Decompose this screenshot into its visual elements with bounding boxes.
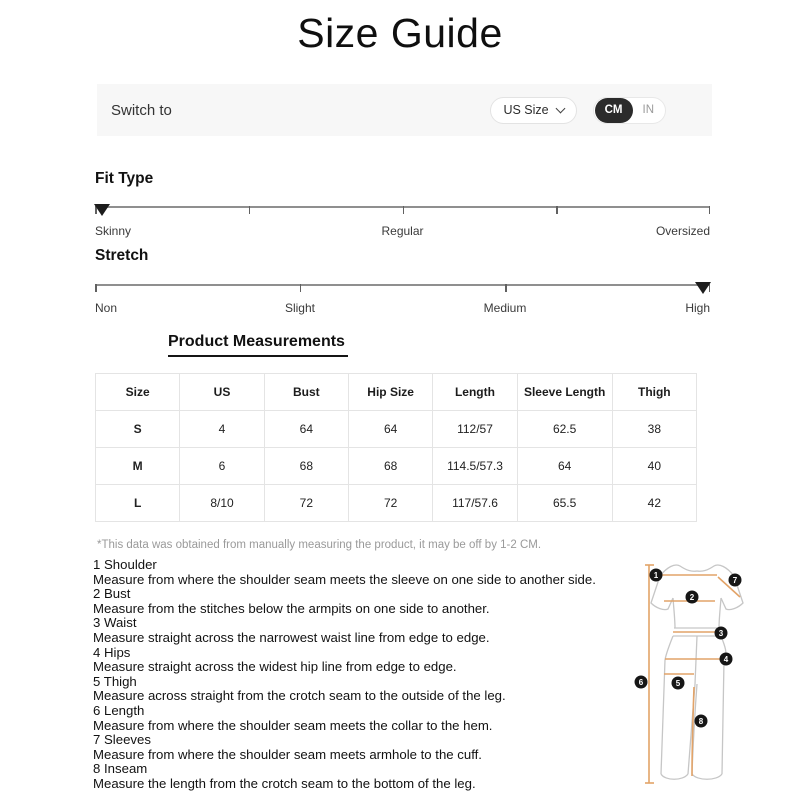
marker-3: 3 xyxy=(718,629,724,638)
jumpsuit-measurement-diagram xyxy=(627,556,769,794)
fit-label-skinny: Skinny xyxy=(95,224,132,238)
marker-5: 5 xyxy=(675,679,681,688)
item-name: Bust xyxy=(104,586,131,602)
stretch-marker-icon xyxy=(695,282,711,294)
col-hip-size: Hip Size xyxy=(348,374,432,411)
cell: 114.5/57.3 xyxy=(433,448,517,485)
unit-switch-bar xyxy=(97,84,712,136)
col-thigh: Thigh xyxy=(612,374,696,411)
item-number: 5 xyxy=(93,673,101,689)
stretch-slider-track xyxy=(95,284,710,286)
marker-2: 2 xyxy=(689,593,695,602)
cell: 72 xyxy=(348,485,432,522)
list-item xyxy=(93,762,641,777)
cell-size: L xyxy=(96,485,180,522)
cell: 64 xyxy=(264,411,348,448)
cell: 65.5 xyxy=(517,485,612,522)
list-item xyxy=(93,616,641,631)
chevron-down-icon xyxy=(555,103,565,113)
item-number: 3 xyxy=(93,615,101,631)
stretch-labels xyxy=(95,301,710,315)
cell: 68 xyxy=(264,448,348,485)
switch-bar-controls xyxy=(490,97,666,124)
table-row xyxy=(96,485,697,522)
cell: 42 xyxy=(612,485,696,522)
item-description: Measure the length from the crotch seam to the bottom of the leg. xyxy=(93,775,476,791)
item-name: Length xyxy=(104,702,145,718)
stretch-slider xyxy=(95,284,710,298)
fit-type-labels xyxy=(95,224,710,238)
list-item xyxy=(93,558,641,573)
marker-6: 6 xyxy=(638,678,644,687)
item-name: Shoulder xyxy=(104,557,157,572)
stretch-label-high: High xyxy=(685,301,710,315)
item-description: Measure from the stitches below the armpits on one side to another. xyxy=(93,600,490,616)
measurement-footnote: *This data was obtained from manually measuring the product, it may be off by 1-2 CM. xyxy=(97,539,542,551)
jumpsuit-diagram-svg xyxy=(627,556,769,794)
size-table xyxy=(95,373,697,522)
cell: 64 xyxy=(517,448,612,485)
item-name: Thigh xyxy=(103,673,137,689)
cell: 40 xyxy=(612,448,696,485)
col-length: Length xyxy=(433,374,517,411)
table-row xyxy=(96,411,697,448)
table-header-row xyxy=(96,374,697,411)
cell: 62.5 xyxy=(517,411,612,448)
marker-1: 1 xyxy=(653,571,659,580)
fit-type-slider xyxy=(95,206,710,220)
tick xyxy=(709,206,711,214)
stretch-label-slight: Slight xyxy=(284,301,315,315)
cell-size: S xyxy=(96,411,180,448)
item-number: 8 xyxy=(93,761,101,777)
item-number: 6 xyxy=(93,702,101,718)
item-description: Measure straight across the widest hip line from edge to edge. xyxy=(93,659,457,675)
marker-8: 8 xyxy=(698,717,704,726)
tick xyxy=(300,284,302,292)
cell: 72 xyxy=(264,485,348,522)
cell: 6 xyxy=(180,448,264,485)
item-description: Measure from where the shoulder seam meets the sleeve on one side to another side. xyxy=(93,571,596,587)
item-number: 4 xyxy=(93,644,101,660)
list-item xyxy=(93,704,641,719)
table-row xyxy=(96,448,697,485)
tick xyxy=(556,206,558,214)
item-description: Measure from where the shoulder seam meets the collar to the hem. xyxy=(93,717,493,733)
marker-4: 4 xyxy=(723,655,729,664)
cell: 8/10 xyxy=(180,485,264,522)
list-item xyxy=(93,646,641,661)
item-name: Hips xyxy=(104,644,131,660)
cell: 117/57.6 xyxy=(433,485,517,522)
page-title: Size Guide xyxy=(297,10,503,56)
item-description: Measure across straight from the crotch seam to the outside of the leg. xyxy=(93,688,506,704)
tick xyxy=(95,284,97,292)
cell: 64 xyxy=(348,411,432,448)
tick xyxy=(403,206,405,214)
item-name: Inseam xyxy=(104,761,148,777)
stretch-label-non: Non xyxy=(95,301,118,315)
col-bust: Bust xyxy=(264,374,348,411)
cell-size: M xyxy=(96,448,180,485)
unit-cm-button[interactable]: CM xyxy=(595,98,633,123)
list-item xyxy=(93,587,641,602)
unit-toggle xyxy=(593,97,666,124)
list-item xyxy=(93,675,641,690)
measurement-guide-list xyxy=(93,558,641,792)
item-description: Measure from where the shoulder seam meets armhole to the cuff. xyxy=(93,746,482,762)
tick xyxy=(505,284,507,292)
cell: 112/57 xyxy=(433,411,517,448)
fit-type-marker-icon xyxy=(94,204,110,216)
item-number: 2 xyxy=(93,586,101,602)
item-name: Sleeves xyxy=(104,732,151,748)
list-item xyxy=(93,733,641,748)
item-name: Waist xyxy=(104,615,137,631)
size-standard-value: US Size xyxy=(503,103,549,117)
product-measurements-heading: Product Measurements xyxy=(168,333,348,357)
cell: 38 xyxy=(612,411,696,448)
unit-in-button[interactable]: IN xyxy=(642,104,654,116)
switch-to-label: Switch to xyxy=(111,101,172,119)
col-sleeve-length: Sleeve Length xyxy=(517,374,612,411)
col-us: US xyxy=(180,374,264,411)
fit-label-regular: Regular xyxy=(381,224,424,238)
col-size: Size xyxy=(96,374,180,411)
tick xyxy=(249,206,251,214)
fit-type-heading: Fit Type xyxy=(95,170,154,187)
stretch-heading: Stretch xyxy=(95,247,149,264)
stretch-label-medium: Medium xyxy=(483,301,527,315)
cell: 68 xyxy=(348,448,432,485)
item-description: Measure straight across the narrowest waist line from edge to edge. xyxy=(93,629,490,645)
cell: 4 xyxy=(180,411,264,448)
item-number: 7 xyxy=(93,732,101,748)
marker-7: 7 xyxy=(732,576,738,585)
size-standard-dropdown[interactable] xyxy=(490,97,576,124)
fit-label-oversized: Oversized xyxy=(655,224,710,238)
item-number: 1 xyxy=(93,557,101,572)
